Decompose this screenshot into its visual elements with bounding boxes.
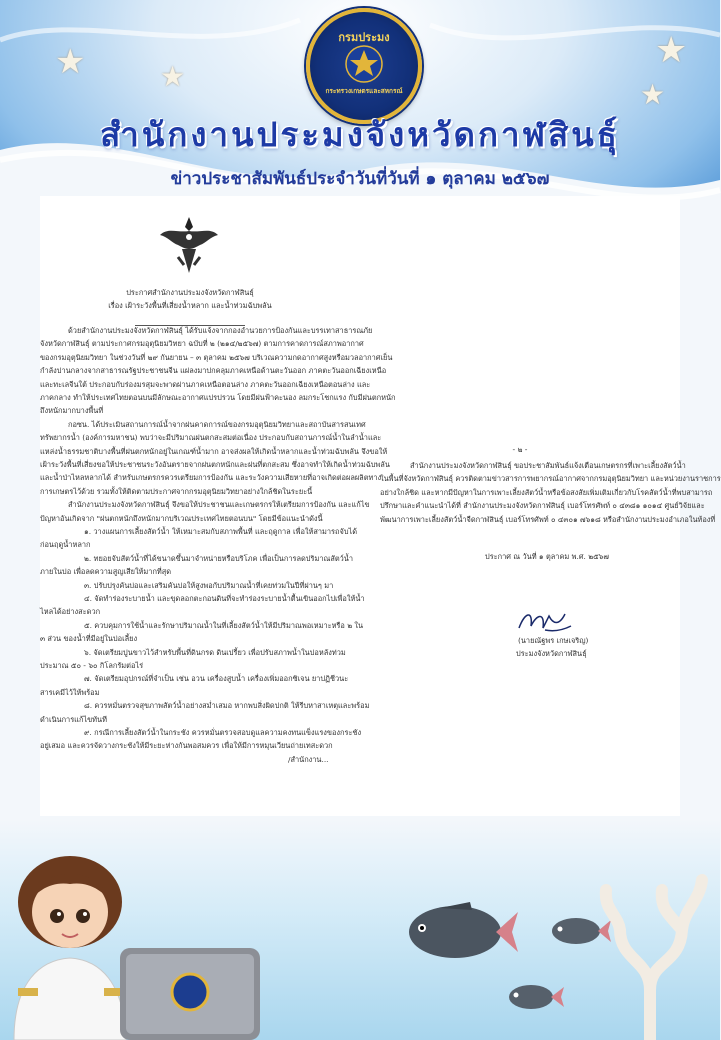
page1-line: แหล่งน้ำธรรมชาติบางพื้นที่ฝนตกหนักอยู่ในเกณฑ์น้ำมาก อาจส่งผลให้เกิดน้ำหลากและน้ำท่วมฉับพลัน จึงขอให้ <box>40 446 388 456</box>
signer-name: (นายณัฐพร เกษเจริญ) <box>518 636 589 645</box>
seal-top-text: กรมประมง <box>338 31 390 44</box>
page1-line: ก่อนฤดูน้ำหลาก <box>40 540 91 550</box>
page1-line: ภาคกลาง ทำให้ประเทศไทยตอนบนมีลักษณะอากาศแปรปรวน โดยมีฝนฟ้าคะนอง ลมกระโชกแรง กับมีฝนตกหนัก <box>40 393 396 402</box>
page1-line: สารเคมีไว้ให้พร้อม <box>40 687 100 697</box>
fish-illustration <box>505 980 565 1014</box>
page1-line: กำลังปานกลางจากสาธารณรัฐประชาชนจีน แผ่ลงมาปกคลุมภาคเหนือด้านตะวันออก ภาคตะวันออกเฉียงเหนือ <box>40 366 387 376</box>
page1-line: ๘. ควรหมั่นตรวจสุขภาพสัตว์น้ำอย่างสม่ำเสมอ หากพบสิ่งผิดปกติ ให้รีบหาสาเหตุและพร้อม <box>84 701 370 711</box>
page2-line: ปรึกษาและคำแนะนำได้ที่ สำนักงานประมงจังหวัดกาฬสินธุ์ เบอร์โทรศัพท์ ๐ ๔๓๘๑ ๑๐๑๔ ศูนย์วิจัยและ <box>380 501 705 511</box>
page-number: - ๒ - <box>512 445 528 454</box>
page1-line: ปัญหาอันเกิดจาก "ฝนตกหนักถึงหนักมากบริเวณประเทศไทยตอนบน" โดยมีข้อแนะนำดังนี้ <box>40 513 323 523</box>
page1-line: ๗. จัดเตรียมอุปกรณ์ที่จำเป็น เช่น อวน เครื่องสูบน้ำ เครื่องเพิ่มออกซิเจน ยาปฏิชีวนะ <box>84 674 349 684</box>
starfish-icon: ★ <box>655 30 688 71</box>
page1-line: ๑. วางแผนการเลี้ยงสัตว์น้ำ ให้เหมาะสมกับสภาพพื้นที่ และฤดูกาล เพื่อให้สามารถจับได้ <box>84 527 358 536</box>
page2-line: อย่างใกล้ชิด และหากมีปัญหาในการเพาะเลี้ยงสัตว์น้ำหรือข้อสงสัยเพิ่มเติมเกี่ยวกับโรคสัตว์น้ำที่พบสามารถ <box>380 487 713 497</box>
page2-line: พัฒนาการเพาะเลี้ยงสัตว์น้ำจืดกาฬสินธุ์ เบอร์โทรศัพท์ ๐ ๔๓๐๑ ๗๖๑๘ หรือสำนักงานประมงอำเภอในท้องที่ <box>380 514 716 524</box>
coral-decoration <box>590 870 720 1040</box>
announcement-document <box>40 196 721 816</box>
page1-line: ด้วยสำนักงานประมงจังหวัดกาฬสินธุ์ ได้รับแจ้งจากกองอำนวยการป้องกันและบรรเทาสาธารณภัย <box>68 326 373 335</box>
emblem-icon <box>344 44 384 84</box>
announcement-subject: เรื่อง เฝ้าระวังพื้นที่เสี่ยงน้ำหลาก และน้ำท่วมฉับพลัน <box>108 301 272 310</box>
page1-line: และทะเลจีนใต้ ประกอบกับร่องมรสุมจะพาดผ่านภาคเหนือตอนล่าง ภาคตะวันออกเฉียงเหนือตอนล่าง และ <box>40 379 371 389</box>
signature <box>515 606 575 636</box>
department-seal-logo <box>306 8 422 124</box>
page1-line: ๒. ทยอยจับสัตว์น้ำที่ได้ขนาดขึ้นมาจำหน่ายหรือบริโภค เพื่อเป็นการลดปริมาณสัตว์น้ำ <box>84 553 353 563</box>
starfish-icon: ★ <box>160 60 186 93</box>
seal-bottom-text: กระทรวงเกษตรและสหกรณ์ <box>325 87 403 95</box>
page1-line: จังหวัดกาฬสินธุ์ ตามประกาศกรมอุตุนิยมวิทยา ฉบับที่ ๒ (๒๑๔/๒๕๖๗) ตามการคาดการณ์สภาพอากาศ <box>40 339 364 349</box>
page1-line: ภายในบ่อ เพื่อลดความสูญเสียให้มากที่สุด <box>40 567 172 577</box>
announce-date: ประกาศ ณ วันที่ ๑ ตุลาคม พ.ศ. ๒๕๖๗ <box>485 552 609 561</box>
starfish-icon: ★ <box>55 42 86 82</box>
starfish-icon: ★ <box>640 78 666 111</box>
page1-line: ๔. จัดทำร่องระบายน้ำ และขุดลอกตะกอนดินที่จะทำร่องระบายน้ำตื้นเขินออกไปเพื่อให้น้ำ <box>84 594 365 603</box>
announcement-title: ประกาศสำนักงานประมงจังหวัดกาฬสินธุ์ <box>126 288 254 297</box>
page1-line: ทรัพยากรน้ำ (องค์การมหาชน) พบว่าจะมีปริมาณฝนตกสะสมต่อเนื่อง ประกอบกับสถานการณ์น้ำในลำน้ำและ <box>40 433 382 443</box>
page2-line: ในพื้นที่จังหวัดกาฬสินธุ์ ควรติดตามข่าวสารการพยากรณ์อากาศจากกรมอุตุนิยมวิทยา และหน่วยงานราชการ <box>380 474 721 484</box>
office-title: สำนักงานประมงจังหวัดกาฬสินธุ์ <box>100 115 620 154</box>
page1-line: ประมาณ ๕๐ - ๖๐ กิโลกรัมต่อไร่ <box>40 661 144 670</box>
page1-line: ดำเนินการแก้ไขทันที <box>40 714 107 724</box>
page1-line: ๓. ปรับปรุงคันบ่อและเสริมคันบ่อให้สูงพอกับปริมาณน้ำที่เคยท่วมในปีที่ผ่านๆ มา <box>84 580 334 590</box>
fish-illustration <box>400 896 520 966</box>
page1-line: ๙. กรณีการเลี้ยงสัตว์น้ำในกระชัง ควรหมั่นตรวจสอบดูแลความคงทนแข็งแรงของกระชัง <box>84 728 362 737</box>
news-subtitle: ข่าวประชาสัมพันธ์ประจำวันที่วันที่ ๑ ตุลาคม ๒๕๖๗ <box>170 169 550 189</box>
page1-line: เฝ้าระวังพื้นที่เสี่ยงขอให้ประชาชนระวังอันตรายจากฝนตกหนักและฝนที่ตกสะสม ซึ่งอาจทำให้เกิดน้ำท่วมฉับพลัน <box>40 460 390 469</box>
page1-line: ๖. จัดเตรียมปูนขาวไว้สำหรับพื้นที่ดินกรด ดินเปรี้ยว เพื่อปรับสภาพน้ำในบ่อหลังท่วม <box>84 647 346 657</box>
signer-position: ประมงจังหวัดกาฬสินธุ์ <box>516 649 587 658</box>
page1-line: ถึงหนักมากบางพื้นที่ <box>40 406 104 416</box>
page1-line: และน้ำป่าไหลหลากได้ สำหรับเกษตรกรควรเตรียมการป้องกัน และระวังความเสียหายที่อาจเกิดต่อผลผลิตทาง <box>40 473 382 483</box>
page1-line: ๕. ควบคุมการใช้น้ำและรักษาปริมาณน้ำในที่เลี้ยงสัตว์น้ำให้มีปริมาณพอเหมาะหรือ ๒ ใน <box>84 620 364 630</box>
page1-line: อยู่เสมอ และควรจัดวางกระชังให้มีระยะห่างกันพอสมควร เพื่อให้มีการหมุนเวียนถ่ายเทสะดวก <box>40 741 333 751</box>
page1-line: การเกษตรไว้ด้วย รวมทั้งให้ติดตามประกาศจากกรมอุตุนิยมวิทยาอย่างใกล้ชิดในระยะนี้ <box>40 486 313 496</box>
page1-line: ของกรมอุตุนิยมวิทยา ในช่วงวันที่ ๒๙ กันยายน – ๓ ตุลาคม ๒๕๖๗ บริเวณความกดอากาศสูงหรือมวลอากาศเย็น <box>40 352 393 362</box>
page1-line: สำนักงานประมงจังหวัดกาฬสินธุ์ จึงขอให้ประชาชนและเกษตรกรให้เตรียมการป้องกัน และแก้ไข <box>68 500 370 510</box>
garuda-emblem-icon <box>158 213 220 279</box>
fisheries-officer-illustration <box>0 842 270 1040</box>
page1-line: ไหลได้อย่างสะดวก <box>40 607 101 617</box>
page1-line: /สำนักงาน... <box>288 754 329 764</box>
page1-line: ๓ ส่วน ของน้ำที่มีอยู่ในบ่อเลี้ยง <box>40 634 138 644</box>
page2-line: สำนักงานประมงจังหวัดกาฬสินธุ์ ขอประชาสัมพันธ์แจ้งเตือนเกษตรกรที่เพาะเลี้ยงสัตว์น้ำ <box>410 461 686 470</box>
page1-line: กอซน. ได้ประเมินสถานการณ์น้ำจากฝนคาดการณ์ของกรมอุตุนิยมวิทยาและสถาบันสารสนเทศ <box>68 419 366 429</box>
